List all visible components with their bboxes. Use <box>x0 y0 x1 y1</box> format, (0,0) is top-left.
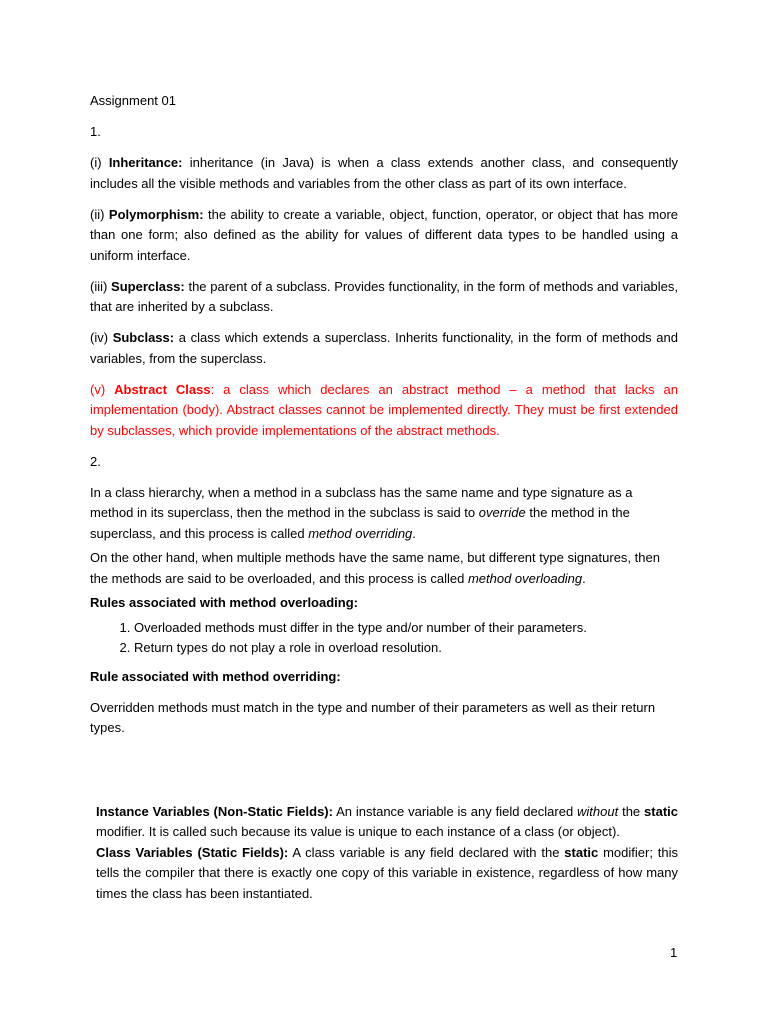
definition-polymorphism <box>90 205 678 267</box>
overloading-text-2: . <box>582 570 586 586</box>
override-emphasis: override <box>478 505 526 520</box>
method-overriding-emphasis: method overriding <box>308 525 413 541</box>
class-text-1: A class variable is any field declared with the <box>288 844 565 860</box>
class-variables-term: Class Variables (Static Fields): <box>96 844 289 860</box>
definition-text: : a class which declares an abstract method – a method that lacks an implementation (body). Abstract classes cannot be implemented directly. They must be first extended by subclasses, which provide implementations of the abstract methods. <box>90 381 678 438</box>
instance-text-1: An instance variable is any field declared <box>332 803 578 819</box>
instance-text-3: modifier. It is called such because its value is unique to each instance of a class (or object). <box>96 824 620 839</box>
overloading-rules-list <box>90 618 678 659</box>
definition-abstract-class <box>90 380 678 442</box>
overriding-rule-heading-text: Rule associated with method overriding: <box>90 668 341 684</box>
definition-prefix: (ii) <box>90 206 109 222</box>
overloading-paragraph <box>90 548 678 589</box>
definition-text: the parent of a subclass. Provides functionality, in the form of methods and variables, that are inherited by a subclass. <box>90 278 679 314</box>
definition-subclass <box>90 328 678 369</box>
class-text-2: modifier; this tells the compiler that there is exactly one copy of this variable in existence, regardless of how many times the class has been instantiated. <box>96 844 679 901</box>
overloading-rules-heading <box>90 593 678 614</box>
overriding-text-2: the method in the superclass, and this process is called <box>90 505 630 541</box>
document-page <box>90 91 678 904</box>
static-keyword: static <box>564 844 599 860</box>
list-item: 1. Overloaded methods must differ in the type and/or number of their parameters. <box>134 618 678 639</box>
instance-variables-paragraph <box>90 802 678 843</box>
definition-superclass <box>90 277 678 318</box>
overriding-rule-text: Overridden methods must match in the type and number of their parameters as well as their return types. <box>90 699 656 735</box>
class-variables-paragraph <box>90 843 678 905</box>
overriding-rule-heading <box>90 667 678 688</box>
list-item: 2. Return types do not play a role in overload resolution. <box>134 638 678 659</box>
overriding-paragraph <box>90 483 678 545</box>
overriding-text-1: In a class hierarchy, when a method in a subclass has the same name and type signature as a method in its superclass, then the method in the subclass is said to <box>90 484 633 520</box>
method-overloading-emphasis: method overloading <box>467 570 583 586</box>
definition-term: Polymorphism: <box>108 206 204 222</box>
section-spacer <box>90 739 678 802</box>
definition-text: the ability to create a variable, object, function, operator, or object that has more than one form; also defined as the ability for values of different data types to be handled using a uniform interface. <box>90 206 679 263</box>
without-emphasis: without <box>577 803 619 819</box>
definition-prefix: (iv) <box>90 330 113 345</box>
definition-term: Inheritance: <box>108 155 183 170</box>
definition-term: Superclass: <box>111 278 185 294</box>
definition-prefix: (iii) <box>90 278 112 294</box>
question-2-label: 2. <box>90 453 101 469</box>
definition-prefix: (v) <box>90 381 115 397</box>
definition-term: Subclass: <box>112 330 175 345</box>
definition-term: Abstract Class <box>114 381 211 397</box>
question-1-label: 1. <box>90 124 101 139</box>
static-keyword: static <box>644 803 678 819</box>
instance-text-2: the <box>618 803 645 819</box>
definition-text: a class which extends a superclass. Inherits functionality, in the form of methods and variables, from the superclass. <box>90 330 678 366</box>
assignment-title: Assignment 01 <box>90 93 176 108</box>
definition-inheritance <box>90 153 678 194</box>
overloading-rules-heading-text: Rules associated with method overloading: <box>90 595 358 610</box>
page-number: 1 <box>670 945 678 960</box>
definition-prefix: (i) <box>90 155 109 170</box>
overloading-text-1: On the other hand, when multiple methods have the same name, but different type signatures, then the methods are said to be overloaded, and this process is called <box>90 550 660 586</box>
definition-text: inheritance (in Java) is when a class extends another class, and consequently includes all the visible methods and variables from the other class as part of its own interface. <box>90 155 678 191</box>
overriding-text-3: . <box>412 525 416 541</box>
instance-variables-term: Instance Variables (Non-Static Fields): <box>96 803 333 819</box>
